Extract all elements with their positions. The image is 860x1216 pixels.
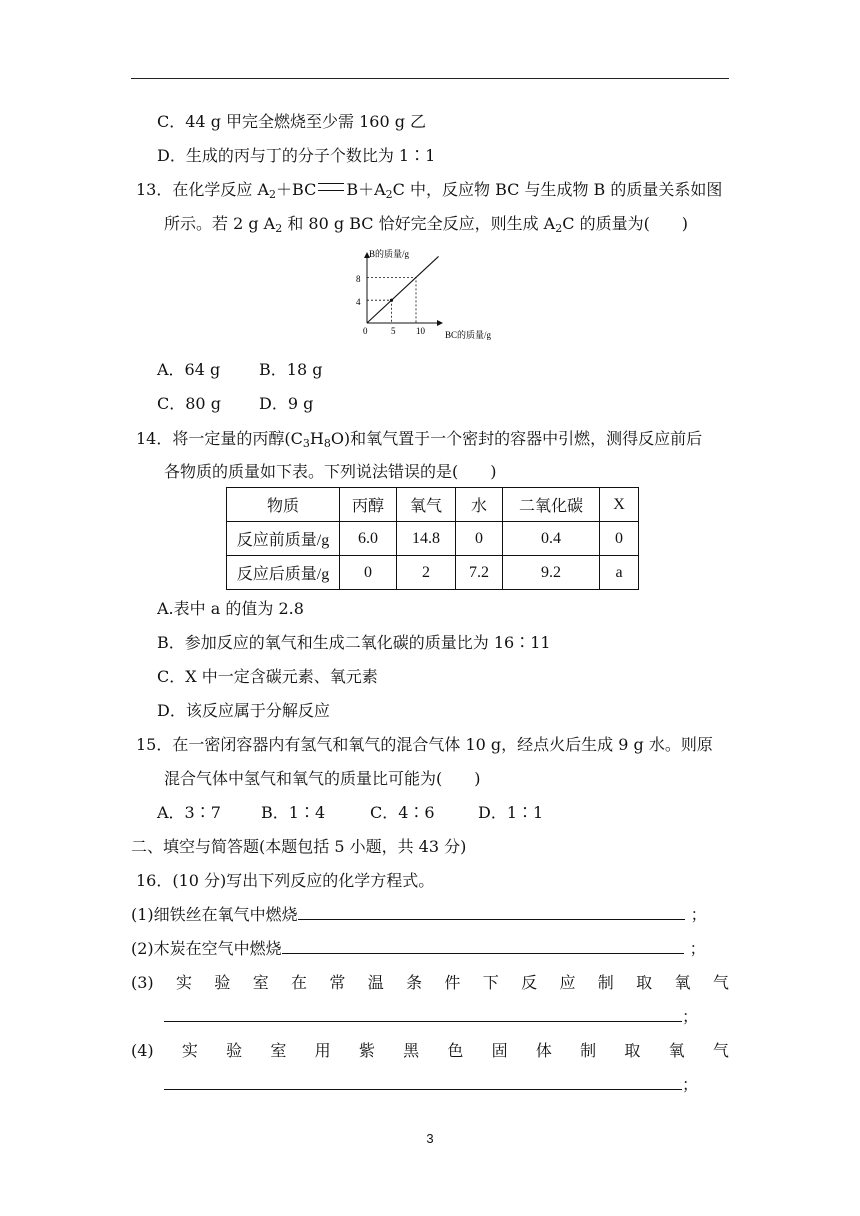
- q13-options-row1: [157, 359, 322, 381]
- spaced-char: 制: [580, 1041, 597, 1060]
- q12-option-d: D．生成的丙与丁的分子个数比为 1∶1: [157, 146, 436, 165]
- spaced-char: 气: [712, 973, 729, 992]
- table-header-cell: 丙醇: [340, 488, 397, 522]
- spaced-char: 制: [597, 973, 614, 992]
- q12-option-c: C．44 g 甲完全燃烧至少需 160 g 乙: [157, 112, 427, 131]
- q14-stem-line2: 各物质的质量如下表。下列说法错误的是( ): [164, 462, 497, 481]
- spaced-char: 在: [291, 973, 308, 992]
- spaced-char: 黑: [403, 1041, 420, 1060]
- spaced-char: 用: [314, 1041, 331, 1060]
- q13-option-c: C．80 g: [157, 394, 221, 413]
- q15-options: [157, 802, 543, 824]
- q16-item3-answer-line: ；: [164, 1006, 698, 1028]
- q15-stem-line1: 15．在一密闭容器内有氢气和氧气的混合气体 10 g，经点火后生成 9 g 水。则原: [136, 735, 713, 754]
- double-line-equals: [318, 183, 344, 191]
- header-rule: [131, 78, 729, 79]
- q16-answer-blank-2[interactable]: [282, 938, 684, 954]
- table-cell: a: [600, 556, 639, 590]
- spaced-char: 验: [226, 1041, 243, 1060]
- q13-option-a: A．64 g: [157, 360, 221, 379]
- table-header-cell: X: [600, 488, 639, 522]
- graph-y-tick-8: 8: [356, 274, 361, 284]
- q16-item4-row: (4) 实 验 室 用 紫 黑 色 固 体 制 取 氧 气: [131, 1041, 729, 1060]
- spaced-char: 固: [491, 1041, 508, 1060]
- graph-xlabel: BC的质量/g: [445, 330, 492, 340]
- q16-item1: (1)细铁丝在氧气中燃烧 ；: [131, 905, 707, 924]
- q15-option-d: D．1∶1: [478, 803, 544, 822]
- spaced-char: 取: [624, 1041, 641, 1060]
- graph-y-tick-4: 4: [356, 297, 361, 307]
- graph-ylabel: B的质量/g: [369, 249, 410, 259]
- q16-item4-answer-line: ；: [164, 1074, 698, 1096]
- spaced-char: 件: [444, 973, 461, 992]
- table-cell: 0.4: [503, 522, 600, 556]
- q13-option-d: D．9 g: [259, 394, 314, 413]
- q13-options-row2: [157, 393, 313, 415]
- spaced-char: 实: [176, 973, 193, 992]
- spaced-char: 氧: [668, 1041, 685, 1060]
- table-header-cell: 氧气: [397, 488, 456, 522]
- table-cell: 6.0: [340, 522, 397, 556]
- spaced-char: 体: [535, 1041, 552, 1060]
- q14-option-d: D．该反应属于分解反应: [157, 701, 330, 720]
- spaced-char: 常: [329, 973, 346, 992]
- graph-x-tick-5: 5: [391, 326, 396, 336]
- table-cell: 反应后质量/g: [227, 556, 340, 590]
- q14-mass-table: [226, 487, 639, 590]
- table-row: [227, 488, 639, 522]
- table-row: [227, 556, 639, 590]
- q15-option-b: B．1∶4: [261, 803, 326, 822]
- spaced-char: 气: [712, 1041, 729, 1060]
- graph-series-line: [367, 256, 439, 323]
- table-cell: 0: [600, 522, 639, 556]
- q16-answer-blank-4[interactable]: [164, 1074, 682, 1090]
- spaced-char: 条: [406, 973, 423, 992]
- table-cell: 0: [340, 556, 397, 590]
- q16-answer-blank-1[interactable]: [298, 904, 685, 920]
- spaced-char: 应: [559, 973, 576, 992]
- table-cell: 反应前质量/g: [227, 522, 340, 556]
- table-header-cell: 物质: [227, 488, 340, 522]
- q15-stem-line2: 混合气体中氢气和氧气的质量比可能为( ): [164, 769, 481, 788]
- q13-option-b: B．18 g: [259, 360, 323, 379]
- table-cell: 9.2: [503, 556, 600, 590]
- q16-intro: 16．(10 分)写出下列反应的化学方程式。: [136, 871, 435, 890]
- q14-option-c: C．X 中一定含碳元素、氧元素: [157, 667, 378, 686]
- q15-option-c: C．4∶6: [370, 803, 435, 822]
- spaced-char: 下: [482, 973, 499, 992]
- spaced-char: 室: [270, 1041, 287, 1060]
- table-header-cell: 水: [456, 488, 503, 522]
- spaced-char: 紫: [358, 1041, 375, 1060]
- q13-stem-line1: 13．在化学反应 $A_2+BC$ $B+A_2C$ 中，反应物 BC 与生成物 B 的质量关系如图: [136, 180, 723, 201]
- spaced-char: 取: [636, 973, 653, 992]
- table-cell: 14.8: [397, 522, 456, 556]
- q14-stem-line1: 14．将一定量的丙醇$(C_3H_8O)$和氧气置于一个密封的容器中引燃，测得反应前后: [136, 429, 703, 450]
- spaced-char: 反: [521, 973, 538, 992]
- q16-item3-row: (3) 实 验 室 在 常 温 条 件 下 反 应 制 取 氧 气: [131, 973, 729, 992]
- table-header-cell: 二氧化碳: [503, 488, 600, 522]
- q13-stem-line2: 所示。若 2 g $A_2$ 和 80 g BC 恰好完全反应，则生成 $A_2C$ 的质量为( ): [164, 214, 689, 235]
- spaced-char: 色: [447, 1041, 464, 1060]
- graph-x-tick-10: 10: [416, 326, 425, 336]
- table-row: [227, 522, 639, 556]
- q14-option-b: B．参加反应的氧气和生成二氧化碳的质量比为 16∶11: [157, 633, 551, 652]
- spaced-char: 室: [252, 973, 269, 992]
- table-cell: 7.2: [456, 556, 503, 590]
- spaced-char: 氧: [674, 973, 691, 992]
- table-cell: 2: [397, 556, 456, 590]
- graph-data-point: [390, 299, 393, 302]
- spaced-char: 实: [181, 1041, 198, 1060]
- table-cell: 0: [456, 522, 503, 556]
- q16-answer-blank-3[interactable]: [164, 1006, 682, 1022]
- q13-mass-graph: [350, 243, 510, 343]
- spaced-char: 验: [214, 973, 231, 992]
- q16-item2: (2)木炭在空气中燃烧 ；: [131, 939, 706, 958]
- q14-option-a: A.表中 a 的值为 2.8: [157, 599, 304, 618]
- graph-origin-label: 0: [363, 326, 368, 336]
- q15-option-a: A．3∶7: [157, 803, 221, 822]
- section2-heading: 二、填空与简答题(本题包括 5 小题，共 43 分): [131, 837, 467, 856]
- spaced-char: 温: [367, 973, 384, 992]
- page-number: 3: [426, 1131, 434, 1146]
